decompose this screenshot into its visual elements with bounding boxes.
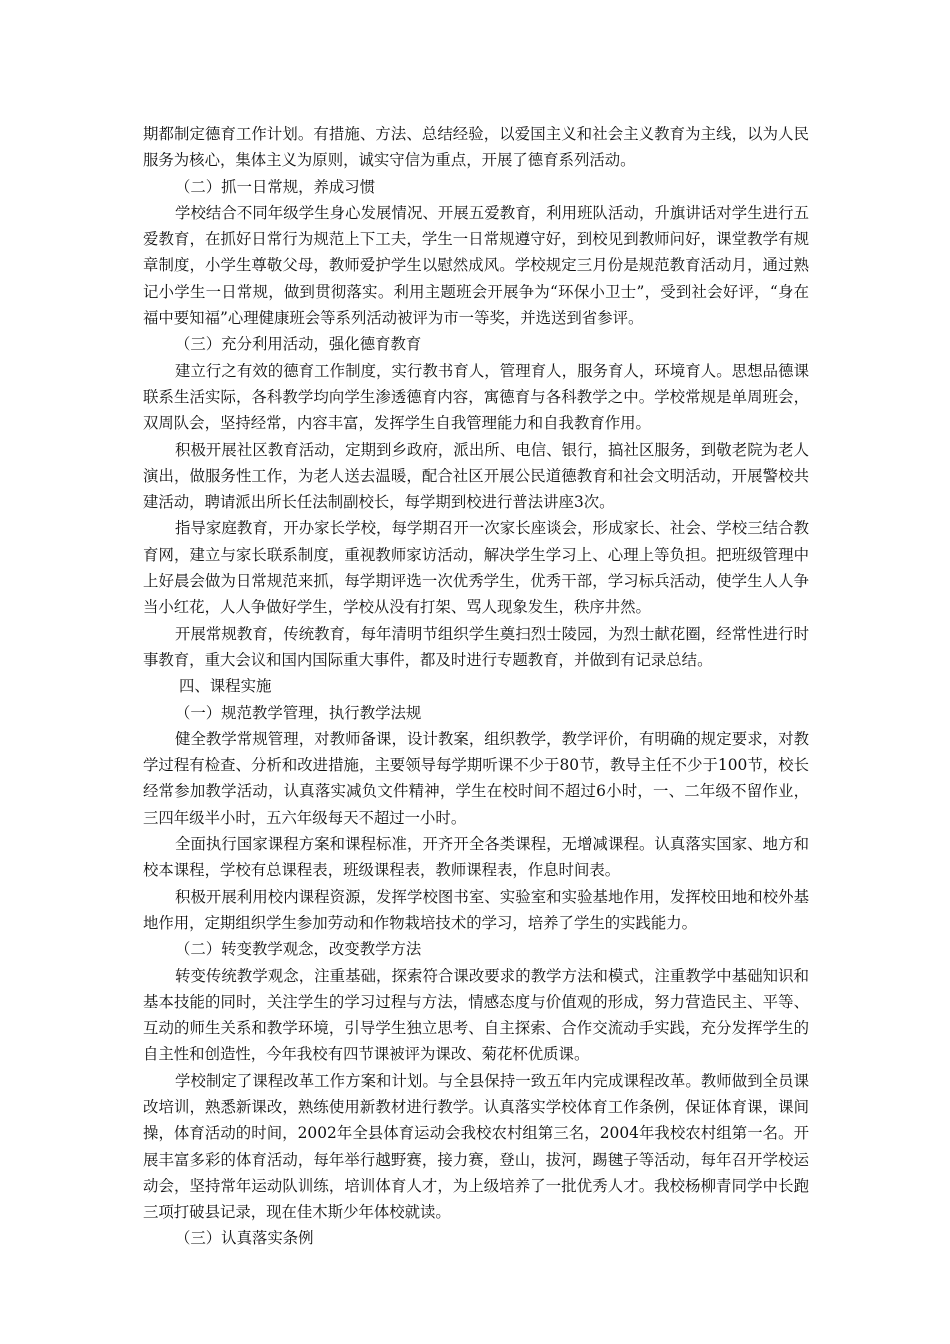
paragraph: 全面执行国家课程方案和课程标准，开齐开全各类课程，无增减课程。认真落实国家、地方和校本课程，学校有总课程表，班级课程表，教师课程表，作息时间表。 xyxy=(143,835,809,880)
paragraph: 转变传统教学观念，注重基础，探索符合课改要求的教学方法和模式，注重教学中基础知识和基本技能的同时，关注学生的学习过程与方法，情感态度与价值观的形成，努力营造民主、平等、互动的师生关系和教学环境，引导学生独立思考、自主探索、合作交流动手实践，充分发挥学生的自主性和创造性，今年我校有四节课被评为课改、菊花杯优质课。 xyxy=(143,966,809,1064)
paragraph: 积极开展社区教育活动，定期到乡政府，派出所、电信、银行，搞社区服务，到敬老院为老人演出，做服务性工作，为老人送去温暖，配合社区开展公民道德教育和社会文明活动，开展警校共建活动，聘请派出所长任法制副校长，每学期到校进行普法讲座3次。 xyxy=(143,440,809,512)
paragraph: 指导家庭教育，开办家长学校，每学期召开一次家长座谈会，形成家长、社会、学校三结合教育网，建立与家长联系制度，重视教师家访活动，解决学生学习上、心理上等负担。把班级管理中上好晨会做为日常规范来抓，每学期评选一次优秀学生，优秀干部，学习标兵活动，使学生人人争当小红花，人人争做好学生，学校从没有打架、骂人现象发生，秩序井然。 xyxy=(143,519,809,617)
paragraph-continued: 期都制定德育工作计划。有措施、方法、总结经验，以爱国主义和社会主义教育为主线，以为人民服务为核心，集体主义为原则，诚实守信为重点，开展了德育系列活动。 xyxy=(143,125,809,170)
section-heading-2-2: （二）抓一日常规，养成习惯 xyxy=(175,177,376,196)
paragraph: 开展常规教育，传统教育，每年清明节组织学生奠扫烈士陵园，为烈士献花圈，经常性进行时事教育，重大会议和国内国际重大事件，都及时进行专题教育，并做到有记录总结。 xyxy=(143,624,809,669)
section-heading-4-1: （一）规范教学管理，执行教学法规 xyxy=(175,703,422,722)
document-body xyxy=(143,121,809,1252)
section-heading-2-3: （三）充分利用活动，强化德育教育 xyxy=(175,335,422,354)
paragraph: 学校制定了课程改革工作方案和计划。与全县保持一致五年内完成课程改革。教师做到全员课改培训，熟悉新课改，熟练使用新教材进行教学。认真落实学校体育工作条例，保证体育课，课间操，体育活动的时间，2002年全县体育运动会我校农村组第三名，2004年我校农村组第一名。开展丰富多彩的体育活动，每年举行越野赛，接力赛，登山，拔河，踢毽子等活动，每年召开学校运动会，坚持常年运动队训练，培训体育人才，为上级培养了一批优秀人才。我校杨柳青同学中长跑三项打破县记录，现在佳木斯少年体校就读。 xyxy=(143,1071,809,1222)
paragraph: 建立行之有效的德育工作制度，实行教书育人，管理育人，服务育人，环境育人。思想品德课联系生活实际，各科教学均向学生渗透德育内容，寓德育与各科教学之中。学校常规是单周班会，双周队会，坚持经常，内容丰富，发挥学生自我管理能力和自我教育作用。 xyxy=(143,361,809,433)
paragraph: 积极开展利用校内课程资源，发挥学校图书室、实验室和实验基地作用，发挥校田地和校外基地作用，定期组织学生参加劳动和作物栽培技术的学习，培养了学生的实践能力。 xyxy=(143,887,809,932)
section-heading-4-3: （三）认真落实条例 xyxy=(175,1229,314,1248)
paragraph: 健全教学常规管理，对教师备课，设计教案，组织教学，教学评价，有明确的规定要求，对教学过程有检查、分析和改进措施，主要领导每学期听课不少于80节，教导主任不少于100节，校长经常参加教学活动，认真落实减负文件精神，学生在校时间不超过6小时，一、二年级不留作业，三四年级半小时，五六年级每天不超过一小时。 xyxy=(143,729,809,827)
section-heading-4-2: （二）转变教学观念，改变教学方法 xyxy=(175,940,422,959)
paragraph: 学校结合不同年级学生身心发展情况、开展五爱教育，利用班队活动，升旗讲话对学生进行五爱教育，在抓好日常行为规范上下工夫，学生一日常规遵守好，到校见到教师问好，课堂教学有规章制度，小学生尊敬父母，教师爱护学生以慰然成风。学校规定三月份是规范教育活动月，通过熟记小学生一日常规，做到贯彻落实。利用主题班会开展争为“环保小卫士”，受到社会好评，“身在福中要知福”心理健康班会等系列活动被评为市一等奖，并选送到省参评。 xyxy=(143,203,809,328)
section-heading-4: 四、课程实施 xyxy=(179,677,272,696)
